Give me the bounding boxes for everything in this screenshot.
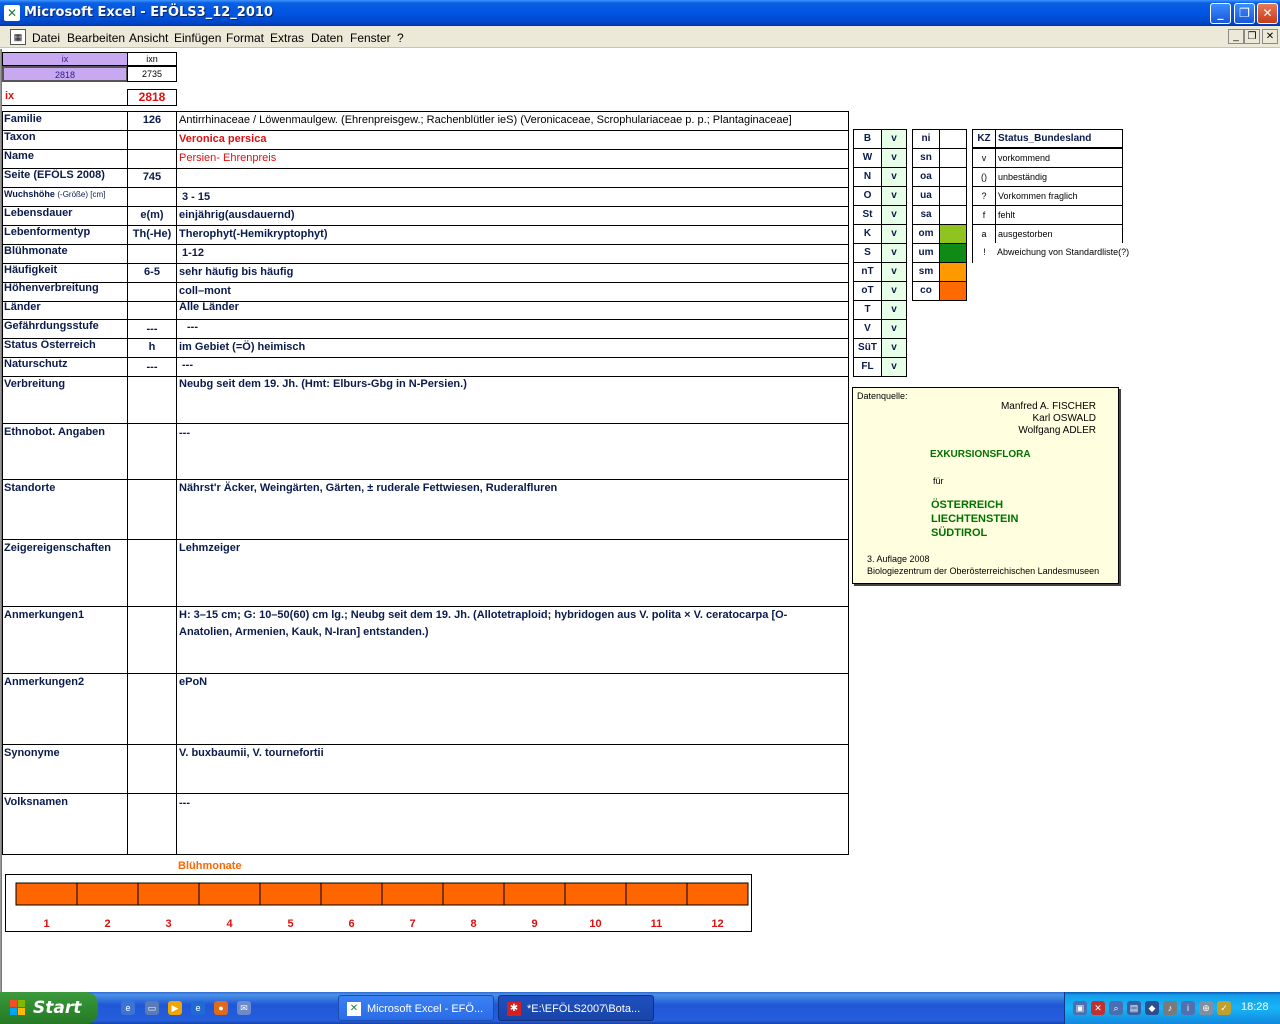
- value-wuchshoehe: 3 - 15: [182, 191, 211, 203]
- zone-code-cell[interactable]: sa: [912, 205, 940, 225]
- row-line: [2, 606, 849, 607]
- month-label: 4: [226, 918, 233, 930]
- close-button[interactable]: ✕: [1257, 3, 1278, 24]
- label-anmerkungen2: Anmerkungen2: [4, 676, 85, 688]
- worksheet[interactable]: [0, 49, 1280, 992]
- region-status-cell[interactable]: v: [881, 243, 907, 263]
- label-verbreitung: Verbreitung: [4, 378, 66, 390]
- row-line: [2, 479, 849, 480]
- quicklaunch-media-icon[interactable]: ▶: [168, 1001, 182, 1015]
- value-synonyme: V. buxbaumii, V. tournefortii: [179, 747, 324, 759]
- excel-task-icon: ✕: [347, 1002, 361, 1016]
- label-status: Status Österreich: [4, 339, 96, 351]
- label-synonyme: Synonyme: [4, 747, 60, 759]
- row-line: [2, 149, 849, 150]
- region-code-cell[interactable]: S: [853, 243, 882, 263]
- legend-kz-cell[interactable]: f: [972, 205, 996, 225]
- chart-title: Blühmonate: [178, 860, 242, 872]
- zone-code-cell[interactable]: om: [912, 224, 940, 244]
- value-status: im Gebiet (=Ö) heimisch: [179, 341, 306, 353]
- legend-kz-cell[interactable]: (): [972, 167, 996, 187]
- row-line: [2, 244, 849, 245]
- region-status-cell[interactable]: v: [881, 319, 907, 339]
- legend-header-status[interactable]: Status_Bundesland: [995, 129, 1123, 148]
- region-status-cell[interactable]: v: [881, 205, 907, 225]
- value-taxon: Veronica persica: [179, 133, 267, 145]
- value-ethnobot: ---: [179, 427, 190, 439]
- region-status-cell[interactable]: v: [881, 281, 907, 301]
- month-bar: [626, 883, 687, 905]
- minimize-button[interactable]: _: [1210, 3, 1231, 24]
- tray-network-icon[interactable]: ▣: [1073, 1001, 1087, 1015]
- code-lebensdauer: e(m): [140, 209, 164, 221]
- row-line: [2, 338, 849, 339]
- zone-color-cell[interactable]: [939, 243, 967, 263]
- region-code-cell[interactable]: SüT: [853, 338, 882, 358]
- legend-kz-cell[interactable]: v: [972, 148, 996, 168]
- month-label: 11: [650, 918, 663, 930]
- label-seite: Seite (EFÖLS 2008): [4, 169, 105, 181]
- task-excel[interactable]: [338, 995, 494, 1021]
- month-bar: [260, 883, 321, 905]
- label-wuchshoehe-unit: (-Größe) [cm]: [57, 190, 106, 199]
- row-line: [2, 168, 849, 169]
- menu-bar: [0, 26, 1280, 48]
- code-gefaehrdung: ---: [146, 323, 158, 335]
- legend-kz-cell[interactable]: ?: [972, 186, 996, 206]
- value-familie: Antirrhinaceae / Löwenmaulgew. (Ehrenpreisgew.; Rachenblütler ieS) (Veronicaceae, Scrophulariaceae p. p.; Plantaginaceae]: [179, 114, 792, 126]
- month-bar: [77, 883, 138, 905]
- label-ethnobot: Ethnobot. Angaben: [4, 426, 106, 438]
- month-bar: [382, 883, 443, 905]
- quicklaunch-browser-icon[interactable]: e: [191, 1001, 205, 1015]
- value-bluehmonate: 1-12: [182, 247, 205, 259]
- region-code-cell[interactable]: nT: [853, 262, 882, 282]
- window-title-bar[interactable]: [0, 0, 1280, 26]
- row-line: [2, 539, 849, 540]
- value-zeiger: Lehmzeiger: [179, 542, 241, 554]
- code-lebensform: Th(-He): [132, 228, 172, 240]
- doc-minimize-button[interactable]: _: [1228, 29, 1244, 44]
- row-line: [2, 793, 849, 794]
- label-wuchshoehe: [4, 189, 105, 199]
- label-naturschutz: Naturschutz: [4, 358, 68, 370]
- zone-color-cell[interactable]: [939, 224, 967, 244]
- legend-kz-cell[interactable]: !: [972, 243, 996, 263]
- month-label: 6: [348, 918, 355, 930]
- ix-big-value-cell[interactable]: [127, 89, 177, 106]
- quicklaunch-firefox-icon[interactable]: ●: [214, 1001, 228, 1015]
- tray-alert-icon[interactable]: ✕: [1091, 1001, 1105, 1015]
- menu-einfuegen[interactable]: Einfügen: [174, 31, 222, 45]
- bluehmonate-chart: [5, 874, 752, 932]
- month-bar: [565, 883, 626, 905]
- legend-text-cell[interactable]: fehlt: [995, 205, 1123, 225]
- label-bluehmonate: Blühmonate: [4, 245, 68, 257]
- quicklaunch-mail-icon[interactable]: ✉: [237, 1001, 251, 1015]
- source-info-box[interactable]: [852, 387, 1119, 584]
- region-status-cell[interactable]: v: [881, 186, 907, 206]
- zone-color-cell[interactable]: [939, 281, 967, 301]
- region-code-cell[interactable]: N: [853, 167, 882, 187]
- zone-code-cell[interactable]: ua: [912, 186, 940, 206]
- value-name: Persien- Ehrenpreis: [179, 152, 277, 164]
- source-fuer: für: [933, 476, 944, 486]
- start-button[interactable]: [0, 992, 98, 1024]
- tray-usb-icon[interactable]: ⊕: [1199, 1001, 1213, 1015]
- source-country-1: ÖSTERREICH: [931, 499, 1004, 511]
- source-country-2: LIECHTENSTEIN: [931, 513, 1019, 525]
- tray-monitor-icon[interactable]: ▤: [1127, 1001, 1141, 1015]
- region-status-cell[interactable]: v: [881, 262, 907, 282]
- restore-button[interactable]: ❐: [1234, 3, 1255, 24]
- menu-help[interactable]: ?: [397, 31, 404, 45]
- zone-color-cell[interactable]: [939, 167, 967, 187]
- value-laender: Alle Länder: [179, 301, 239, 313]
- month-label: 9: [531, 918, 538, 930]
- legend-kz-cell[interactable]: a: [972, 224, 996, 244]
- region-status-cell[interactable]: v: [881, 129, 907, 149]
- tray-info-icon[interactable]: i: [1181, 1001, 1195, 1015]
- ix-big-label: ix: [5, 90, 15, 102]
- label-lebensdauer: Lebensdauer: [4, 207, 73, 219]
- zone-code-cell[interactable]: co: [912, 281, 940, 301]
- value-anmerkungen1-line2: Anatolien, Armenien, Kauk, N-Iran] entstanden.): [179, 626, 429, 638]
- folder-task-icon: ✱: [507, 1002, 521, 1016]
- sheet-left-border: [1, 49, 2, 992]
- clock[interactable]: 18:28: [1241, 1001, 1269, 1013]
- value-haeufigkeit: sehr häufig bis häufig: [179, 266, 294, 278]
- menu-daten[interactable]: Daten: [311, 31, 344, 45]
- legend-text-cell[interactable]: vorkommend: [995, 148, 1123, 168]
- region-code-cell[interactable]: K: [853, 224, 882, 244]
- region-status-cell[interactable]: v: [881, 148, 907, 168]
- month-label: 7: [409, 918, 416, 930]
- tray-search-icon[interactable]: ⌕: [1109, 1001, 1123, 1015]
- region-code-cell[interactable]: FL: [853, 357, 882, 377]
- row-line: [2, 357, 849, 358]
- value-lebensform: Therophyt(-Hemikryptophyt): [179, 228, 328, 240]
- source-title: EXKURSIONSFLORA: [930, 449, 1031, 460]
- tray-shield-icon[interactable]: ◆: [1145, 1001, 1159, 1015]
- zone-code-cell[interactable]: sm: [912, 262, 940, 282]
- start-label: Start: [33, 998, 82, 1018]
- region-code-cell[interactable]: St: [853, 205, 882, 225]
- label-standorte: Standorte: [4, 482, 56, 494]
- ix-value-cell[interactable]: 2818: [2, 66, 128, 82]
- legend-text-cell[interactable]: ausgestorben: [995, 224, 1123, 244]
- label-zeiger: Zeigereigenschaften: [4, 542, 111, 554]
- menu-ansicht[interactable]: Ansicht: [129, 31, 169, 45]
- month-bar: [321, 883, 382, 905]
- zone-color-cell[interactable]: [939, 262, 967, 282]
- zone-code-cell[interactable]: um: [912, 243, 940, 263]
- windows-logo-icon: [10, 1000, 26, 1016]
- row-line: [2, 263, 849, 264]
- row-line: [2, 282, 849, 283]
- month-bar: [504, 883, 565, 905]
- ixn-header-cell[interactable]: ixn: [127, 52, 177, 66]
- bluehmonate-chart-svg: [6, 875, 751, 931]
- menu-extras[interactable]: Extras: [270, 31, 305, 45]
- legend-text-cell[interactable]: Vorkommen fraglich: [995, 186, 1123, 206]
- region-status-cell[interactable]: v: [881, 167, 907, 187]
- tray-volume-icon[interactable]: ♪: [1163, 1001, 1177, 1015]
- source-edition: 3. Auflage 2008: [867, 554, 930, 564]
- month-bar: [16, 883, 77, 905]
- menu-datei[interactable]: Datei: [32, 31, 61, 45]
- label-familie: Familie: [4, 113, 42, 125]
- legend-header-kz[interactable]: KZ: [972, 129, 996, 148]
- label-haeufigkeit: Häufigkeit: [4, 264, 58, 276]
- zone-color-cell[interactable]: [939, 148, 967, 168]
- month-bar: [687, 883, 748, 905]
- value-anmerkungen2: ePoN: [179, 676, 208, 688]
- row-line: [2, 376, 849, 377]
- label-hoehenverbreitung: Höhenverbreitung: [4, 282, 99, 294]
- month-bar: [443, 883, 504, 905]
- quicklaunch-ie-icon[interactable]: e: [121, 1001, 135, 1015]
- doc-restore-button[interactable]: ❐: [1244, 29, 1260, 44]
- zone-color-cell[interactable]: [939, 205, 967, 225]
- row-line: [2, 206, 849, 207]
- label-taxon: Taxon: [4, 131, 36, 143]
- source-country-3: SÜDTIROL: [931, 527, 988, 539]
- value-naturschutz: ---: [182, 359, 193, 371]
- row-line: [2, 187, 849, 188]
- ix-big-label-cell[interactable]: [2, 89, 128, 106]
- month-label: 1: [43, 918, 50, 930]
- row-line: [2, 423, 849, 424]
- value-volksnamen: ---: [179, 797, 190, 809]
- label-anmerkungen1: Anmerkungen1: [4, 609, 85, 621]
- zone-color-cell[interactable]: [939, 186, 967, 206]
- source-author-1: Manfred A. FISCHER: [1000, 401, 1096, 412]
- label-wuchshoehe-main: Wuchshöhe: [4, 189, 55, 199]
- taskbar: [0, 992, 1280, 1024]
- row-line: [2, 225, 849, 226]
- region-status-cell[interactable]: v: [881, 300, 907, 320]
- source-author-2: Karl OSWALD: [1032, 413, 1096, 424]
- region-code-cell[interactable]: W: [853, 148, 882, 168]
- excel-icon: ✕: [4, 5, 20, 21]
- code-haeufigkeit: 6-5: [144, 266, 160, 278]
- menu-format[interactable]: Format: [226, 31, 265, 45]
- source-author-3: Wolfgang ADLER: [1018, 425, 1096, 436]
- ixn-value-cell[interactable]: 2735: [127, 66, 177, 82]
- month-label: 12: [711, 918, 724, 930]
- zone-code-cell[interactable]: ni: [912, 129, 940, 149]
- region-status-cell[interactable]: v: [881, 357, 907, 377]
- region-code-cell[interactable]: O: [853, 186, 882, 206]
- region-status-cell[interactable]: v: [881, 224, 907, 244]
- task-explorer-label: *E:\EFÖLS2007\Bota...: [527, 1003, 641, 1015]
- row-line: [2, 744, 849, 745]
- value-lebensdauer: einjährig(ausdauernd): [179, 209, 295, 221]
- code-status: h: [148, 341, 156, 353]
- zone-code-cell[interactable]: sn: [912, 148, 940, 168]
- menu-fenster[interactable]: Fenster: [350, 31, 391, 45]
- source-label: Datenquelle:: [857, 391, 908, 401]
- month-bar: [138, 883, 199, 905]
- value-anmerkungen1-line1: H: 3–15 cm; G: 10–50(60) cm lg.; Neubg seit dem 19. Jh. (Allotetraploid; hybridogen aus V. polita × V. ceratocarpa [O-: [179, 609, 788, 621]
- region-status-cell[interactable]: v: [881, 338, 907, 358]
- region-code-cell[interactable]: T: [853, 300, 882, 320]
- value-verbreitung: Neubg seit dem 19. Jh. (Hmt: Elburs-Gbg in N-Persien.): [179, 378, 467, 390]
- row-line: [2, 673, 849, 674]
- month-label: 2: [104, 918, 111, 930]
- month-label: 3: [165, 918, 172, 930]
- code-familie: 126: [142, 114, 162, 126]
- zone-code-cell[interactable]: oa: [912, 167, 940, 187]
- label-volksnamen: Volksnamen: [4, 796, 68, 808]
- value-gefaehrdung: ---: [187, 321, 198, 333]
- zone-color-cell[interactable]: [939, 129, 967, 149]
- value-standorte: Nährst'r Äcker, Weingärten, Gärten, ± ruderale Fettwiesen, Ruderalfluren: [179, 482, 558, 494]
- label-gefaehrdung: Gefährdungsstufe: [4, 320, 99, 332]
- month-bar: [199, 883, 260, 905]
- tray-security-icon[interactable]: ✓: [1217, 1001, 1231, 1015]
- window-title: Microsoft Excel - EFÖLS3_12_2010: [24, 5, 273, 20]
- legend-text-cell[interactable]: unbeständig: [995, 167, 1123, 187]
- row-line: [2, 130, 849, 131]
- quicklaunch-desktop-icon[interactable]: ▭: [145, 1001, 159, 1015]
- source-publisher: Biologiezentrum der Oberösterreichischen Landesmuseen: [867, 566, 1100, 576]
- code-seite: 745: [142, 171, 162, 183]
- doc-close-button[interactable]: ✕: [1262, 29, 1278, 44]
- label-laender: Länder: [4, 301, 41, 313]
- region-code-cell[interactable]: V: [853, 319, 882, 339]
- code-naturschutz: ---: [146, 361, 158, 373]
- month-label: 8: [470, 918, 477, 930]
- month-label: 5: [287, 918, 294, 930]
- value-hoehenverbreitung: coll–mont: [179, 285, 231, 297]
- row-line: [2, 319, 849, 320]
- ix-header-cell[interactable]: ix: [2, 52, 128, 66]
- row-line: [2, 301, 849, 302]
- task-explorer[interactable]: [498, 995, 654, 1021]
- month-label: 10: [589, 918, 602, 930]
- ix-big-value: 2818: [138, 90, 166, 104]
- label-name: Name: [4, 150, 34, 162]
- legend-text-cell[interactable]: Abweichung von Standardliste(?): [995, 243, 1145, 263]
- menu-bearbeiten[interactable]: Bearbeiten: [67, 31, 126, 45]
- system-tray: [1064, 992, 1280, 1024]
- task-excel-label: Microsoft Excel - EFÖ...: [367, 1003, 484, 1015]
- label-lebensform: Lebenformentyp: [4, 226, 91, 238]
- region-code-cell[interactable]: oT: [853, 281, 882, 301]
- region-code-cell[interactable]: B: [853, 129, 882, 149]
- workbook-icon[interactable]: ▦: [10, 29, 26, 45]
